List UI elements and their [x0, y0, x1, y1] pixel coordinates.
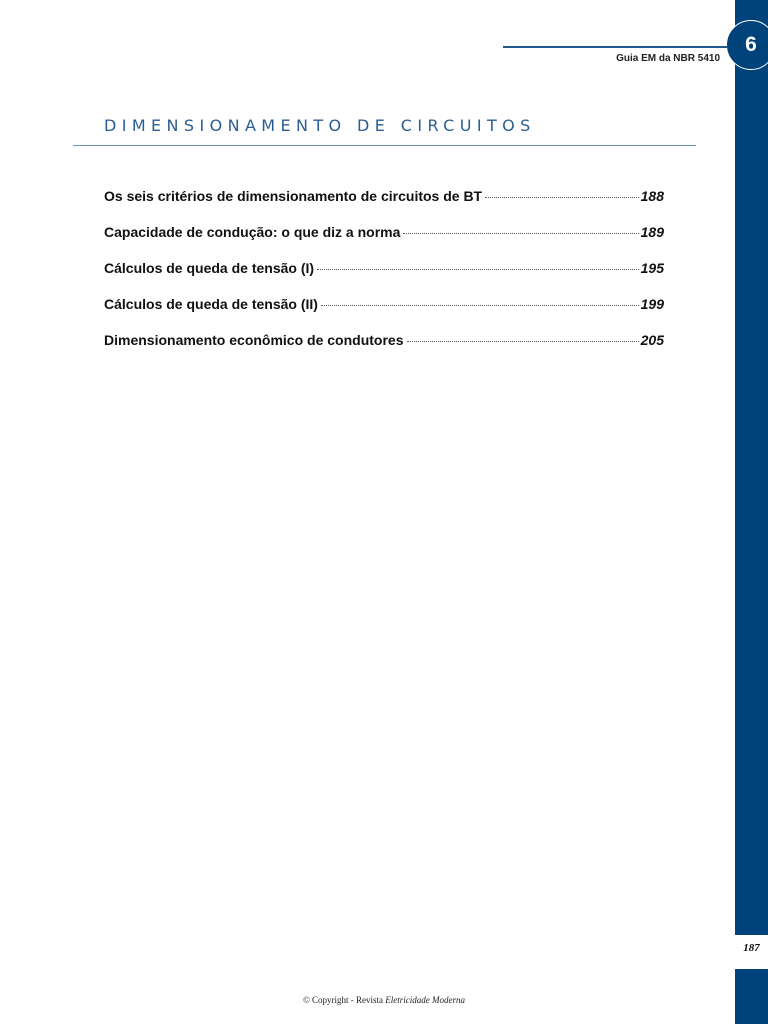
- copyright-prefix: © Copyright - Revista: [302, 995, 386, 1005]
- page-number: 187: [743, 942, 760, 954]
- toc-entry-title: Cálculos de queda de tensão (II): [104, 296, 318, 312]
- toc-entry[interactable]: [104, 260, 664, 296]
- toc-leader-dots: [403, 233, 638, 234]
- toc-entry-title: Capacidade de condução: o que diz a norma: [104, 224, 401, 240]
- toc-entry[interactable]: [104, 224, 664, 260]
- toc-leader-dots: [485, 197, 639, 198]
- table-of-contents: [104, 188, 664, 368]
- toc-leader-dots: [407, 341, 639, 342]
- toc-leader-dots: [317, 269, 639, 270]
- toc-entry-title: Dimensionamento econômico de condutores: [104, 332, 404, 348]
- toc-entry[interactable]: [104, 296, 664, 332]
- header-rule: [503, 46, 727, 48]
- toc-entry-page: 188: [640, 188, 664, 204]
- toc-entry-page: 189: [640, 224, 664, 240]
- toc-leader-dots: [321, 305, 639, 306]
- toc-entry[interactable]: [104, 332, 664, 368]
- toc-entry-title: Os seis critérios de dimensionamento de circuitos de BT: [104, 188, 483, 204]
- chapter-number-badge: 6: [726, 20, 768, 70]
- toc-entry-page: 205: [640, 332, 664, 348]
- section-title: DIMENSIONAMENTO DE CIRCUITOS: [104, 116, 536, 135]
- copyright-notice: [0, 995, 768, 1005]
- chapter-side-bar: [735, 0, 768, 935]
- guide-title: Guia EM da NBR 5410: [616, 53, 720, 64]
- toc-entry-title: Cálculos de queda de tensão (I): [104, 260, 315, 276]
- toc-entry-page: 195: [640, 260, 664, 276]
- copyright-magazine: Eletricidade Moderna: [385, 995, 466, 1005]
- section-rule: [73, 145, 696, 146]
- toc-entry[interactable]: [104, 188, 664, 224]
- toc-entry-page: 199: [640, 296, 664, 312]
